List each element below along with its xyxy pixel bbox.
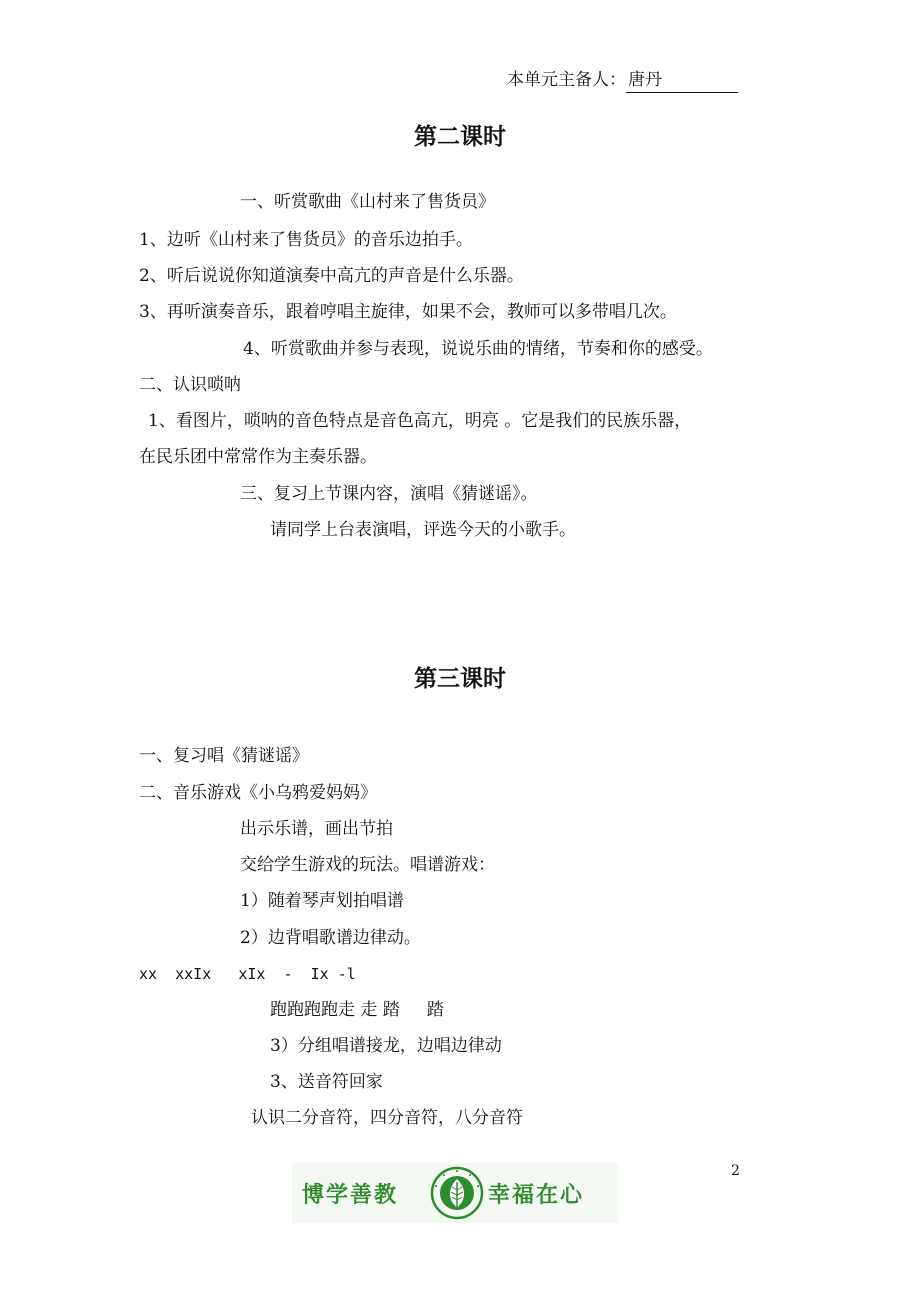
rhythm-words: 跑跑跑跑走 走 踏 踏 xyxy=(270,1000,444,1020)
footer-banner xyxy=(292,1163,618,1223)
lesson3-line-2: 二、音乐游戏《小乌鸦爱妈妈》 xyxy=(139,783,377,803)
lesson2-line-9: 三、复习上节课内容，演唱《猜谜谣》。 xyxy=(240,484,538,504)
lesson3-line-10: 3、送音符回家 xyxy=(270,1072,383,1092)
footer-motto-left: 博学善教 xyxy=(302,1183,399,1208)
lesson3-line-9: 3）分组唱谱接龙，边唱边律动 xyxy=(270,1036,502,1056)
school-seal-icon xyxy=(430,1166,484,1220)
lesson2-line-3: 2、听后说说你知道演奏中高亢的声音是什么乐器。 xyxy=(139,266,524,286)
lesson2-line-5: 4、听赏歌曲并参与表现，说说乐曲的情绪，节奏和你的感受。 xyxy=(243,339,713,359)
lesson2-line-2: 1、边听《山村来了售货员》的音乐边拍手。 xyxy=(139,230,473,250)
lesson2-title: 第二课时 xyxy=(414,124,506,150)
lesson3-line-1: 一、复习唱《猜谜谣》 xyxy=(139,746,309,766)
lesson3-line-4: 交给学生游戏的玩法。唱谱游戏： xyxy=(240,855,495,875)
rhythm-notation: xx xxIx xIx - Ix -l xyxy=(139,965,356,983)
page-number: 2 xyxy=(731,1163,740,1179)
lesson3-line-11: 认识二分音符，四分音符，八分音符 xyxy=(251,1108,523,1128)
lesson3-line-5: 1）随着琴声划拍唱谱 xyxy=(240,891,404,911)
lesson2-line-1: 一、听赏歌曲《山村来了售货员》 xyxy=(240,192,495,212)
preparer-label: 本单元主备人： xyxy=(507,70,626,90)
lesson3-title: 第三课时 xyxy=(414,666,506,692)
preparer-name: 唐丹 xyxy=(626,68,738,93)
lesson2-line-7: 1、看图片，唢呐的音色特点是音色高亢，明亮 。它是我们的民族乐器， xyxy=(148,411,692,431)
preparer-line xyxy=(507,68,738,93)
footer-motto-right: 幸福在心 xyxy=(488,1183,585,1208)
lesson3-line-6: 2）边背唱歌谱边律动。 xyxy=(240,928,421,948)
lesson2-line-4: 3、再听演奏音乐，跟着哼唱主旋律，如果不会，教师可以多带唱几次。 xyxy=(139,302,677,322)
lesson2-line-10: 请同学上台表演唱，评选今天的小歌手。 xyxy=(270,520,576,540)
lesson2-line-8: 在民乐团中常常作为主奏乐器。 xyxy=(139,447,377,467)
lesson3-line-3: 出示乐谱，画出节拍 xyxy=(240,819,393,839)
lesson2-line-6: 二、认识唢呐 xyxy=(139,375,241,395)
